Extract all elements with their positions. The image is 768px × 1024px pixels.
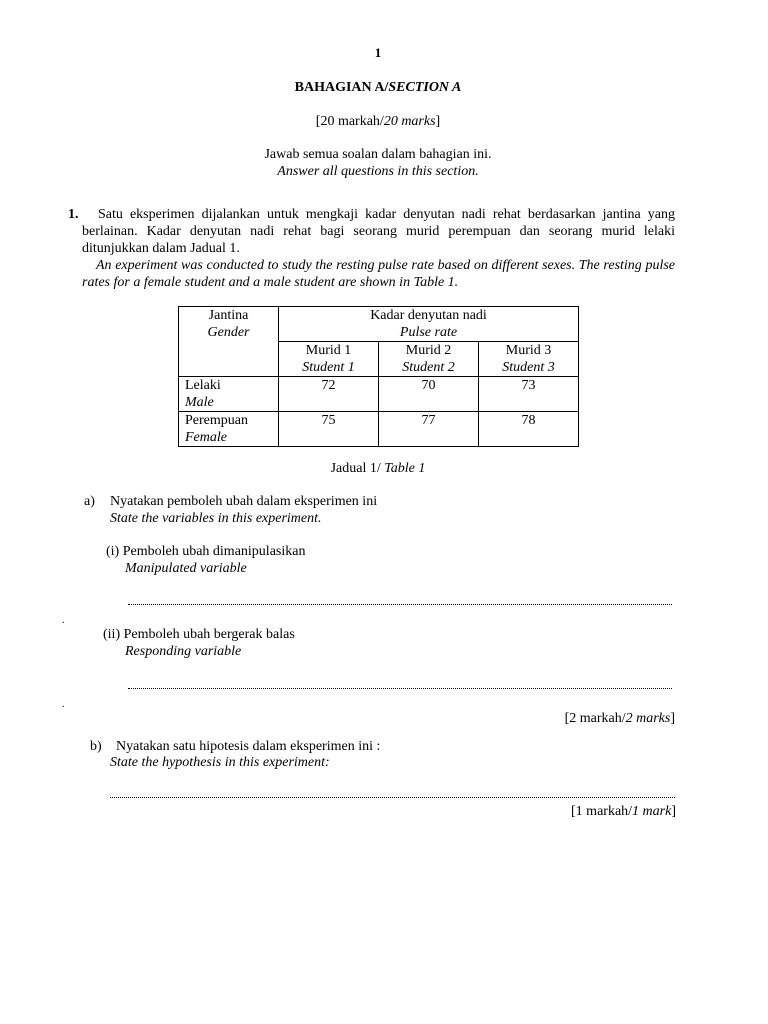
part-a-i-en: Manipulated variable [125,561,247,576]
part-a-ii-ms: (ii) Pemboleh ubah bergerak balas [103,627,295,642]
part-b-marks-en: 1 mark [632,804,672,819]
instruction-en: Answer all questions in this section. [277,164,479,179]
part-b-label: b) [90,739,102,754]
table-cell: 72 [279,377,379,412]
student-header [279,342,379,377]
answer-line[interactable] [110,797,675,798]
part-b-text-en: State the hypothesis in this experiment: [110,755,330,770]
part-a-text-en: State the variables in this experiment. [110,511,322,526]
student-header-ms: Murid 3 [505,343,552,358]
answer-line[interactable] [128,688,672,689]
stray-mark: . [62,615,65,626]
gender-header-en: Gender [207,325,250,340]
question-number: 1. [68,207,79,222]
row-label-ms: Lelaki [185,378,221,393]
part-a-marks-en: 2 marks [625,711,671,726]
table-header-row [179,307,579,342]
answer-line[interactable] [128,604,672,605]
page-number: 1 [374,45,382,60]
row-label-ms: Perempuan [185,413,248,428]
part-a-marks [565,710,675,727]
part-b-marks-suffix: ] [671,804,676,819]
question-text-en: An experiment was conducted to study the resting pulse rate based on different sexes. The resting pulse rates for a female student and a male student are shown in Table 1. [82,258,675,290]
section-title-en: SECTION A [388,80,462,95]
section-marks-en: 20 marks [383,114,436,129]
student-header-ms: Murid 2 [405,343,452,358]
section-marks [0,113,756,130]
part-a-i-ms: (i) Pemboleh ubah dimanipulasikan [106,544,306,559]
part-a-label: a) [84,494,95,509]
table-cell: 75 [279,412,379,447]
gender-header [179,307,279,377]
stray-mark: . [62,699,65,710]
section-title [0,79,756,96]
part-a-marks-prefix: [2 markah/ [564,711,626,726]
section-marks-prefix: [20 markah/ [315,114,384,129]
part-a-marks-suffix: ] [670,711,675,726]
row-label-en: Female [185,430,227,445]
table-cell: 73 [479,377,579,412]
table-cell: 70 [379,377,479,412]
part-a-text-ms: Nyatakan pemboleh ubah dalam eksperimen ini [110,494,378,509]
table-caption-ms: Jadual 1/ [330,461,385,476]
table-row [179,412,579,447]
pulse-header-ms: Kadar denyutan nadi [370,308,487,323]
section-marks-suffix: ] [435,114,441,129]
question-text-ms: Satu eksperimen dijalankan untuk mengkaji kadar denyutan nadi rehat berdasarkan jantina yang berlainan. Kadar denyutan nadi rehat bagi seorang murid perempuan dan seorang murid lelaki ditunjukkan dalam Jadual 1. [82,207,675,256]
table-cell: 78 [479,412,579,447]
table-caption [0,460,756,477]
row-label [179,377,279,412]
pulse-header [279,307,579,342]
student-header-en: Student 1 [302,360,355,375]
part-b-marks-prefix: [1 markah/ [571,804,633,819]
row-label-en: Male [185,395,214,410]
pulse-rate-table [178,306,579,447]
student-header-ms: Murid 1 [305,343,352,358]
table-row [179,377,579,412]
student-header-en: Student 2 [402,360,455,375]
table-caption-en: Table 1 [384,461,426,476]
row-label [179,412,279,447]
instruction-ms: Jawab semua soalan dalam bahagian ini. [264,147,492,162]
part-a-ii-en: Responding variable [125,644,242,659]
gender-header-ms: Jantina [208,308,249,323]
student-header-en: Student 3 [502,360,555,375]
section-title-ms: BAHAGIAN A/ [294,80,389,95]
part-b-text-ms: Nyatakan satu hipotesis dalam eksperimen ini : [116,739,381,754]
pulse-header-en: Pulse rate [399,325,458,340]
student-header [379,342,479,377]
student-header [479,342,579,377]
part-b-marks [571,803,676,820]
table-cell: 77 [379,412,479,447]
